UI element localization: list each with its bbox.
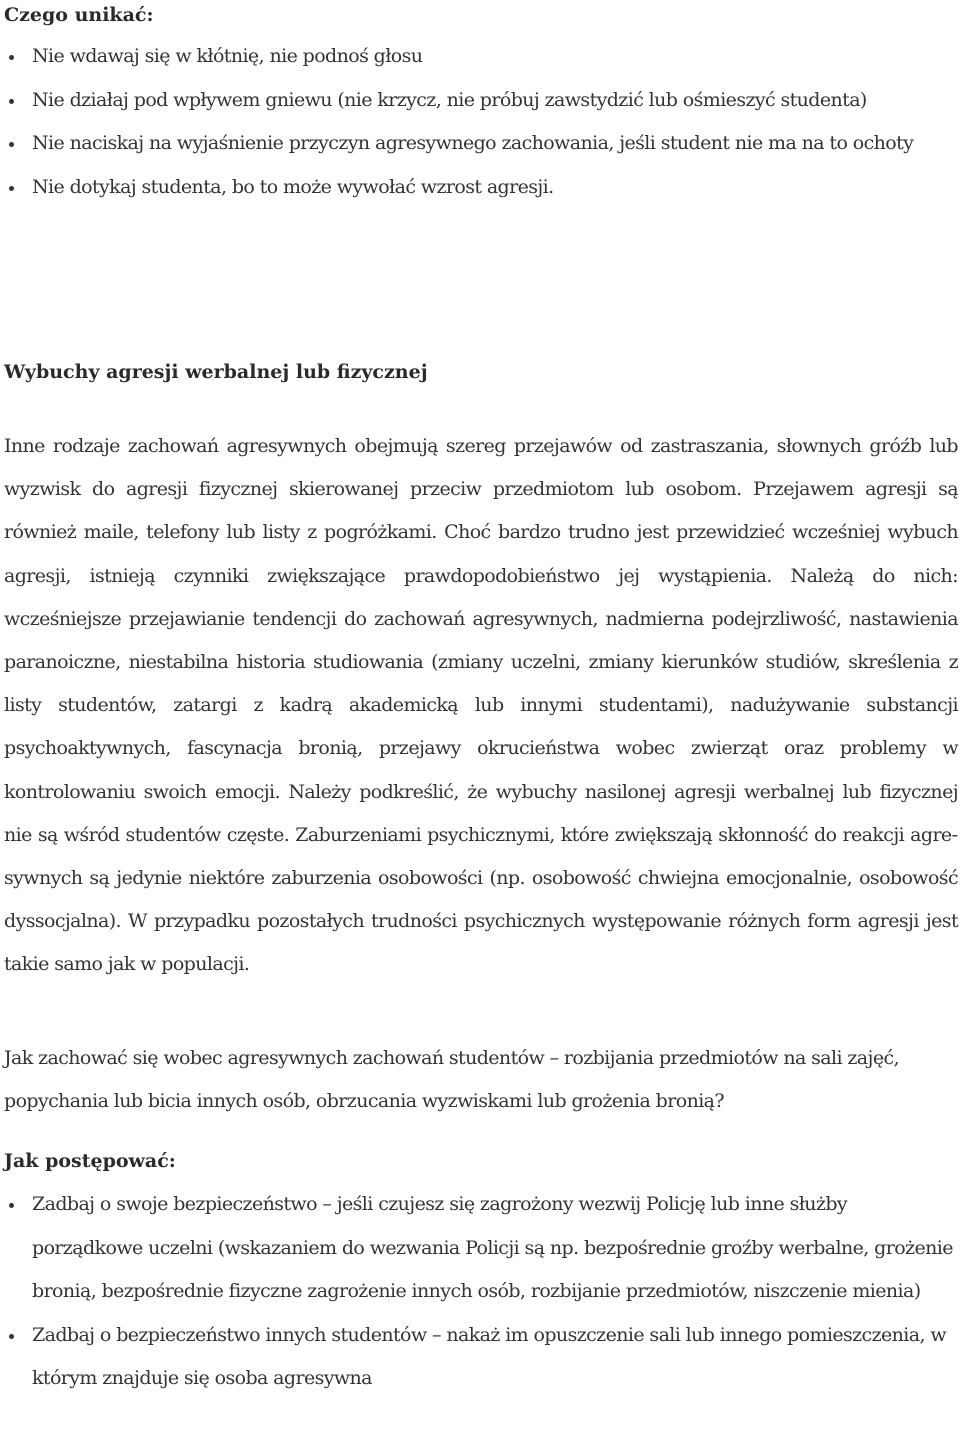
avoid-list	[0, 35, 958, 209]
list-item: Nie wdawaj się w kłótnię, nie podnoś głosu	[0, 35, 958, 79]
list-item: Zadbaj o bezpieczeństwo innych studentów – nakaż im opuszczenie sali lub innego pomieszczenia, w którym znajduje się osoba agresywna	[0, 1314, 958, 1401]
body-paragraph: Inne rodzaje zachowań agresywnych obejmują szereg przejawów od zastraszania, słownych gróźb lub wyzwisk do agresji fizycznej skierowanej przeciw przedmiotom lub osobom. Przejawem agresji są również maile, telefony lub listy z pogróżkami. Choć bardzo trudno jest przewidzieć wcześniej wybuch agresji, istnieją czynniki zwiększające prawdopodobieństwo jej wystąpienia. Należą do nich: wcześniejsze przejawianie tendencji do zachowań agresywnych, nadmierna podejrzliwość, nastawienia paranoiczne, niestabilna historia studiowania (zmiany uczelni, zmiany kierunków studiów, skreślenia z listy studentów, zatargi z kadrą akademicką lub innymi studentami), nadużywanie substancji psychoaktywnych, fascynacja bronią, przejawy okrucieństwa wobec zwierząt oraz problemy w kontrolowaniu swoich emocji. Należy podkreślić, że wybuchy nasilonej agresji werbalnej lub fizycznej nie są wśród studentów częste. Zaburzeniami psychicznymi, które zwiększają skłonność do reakcji agresywnych są jedynie niektóre zaburzenia osobowości (np. osobowość chwiejna emocjonalnie, osobowość dyssocjalna). W przypadku pozostałych trudności psychicznych występowanie różnych form agresji jest takie samo jak w populacji.	[4, 435, 958, 976]
list-item: Zadbaj o swoje bezpieczeństwo – jeśli czujesz się zagrożony wezwij Policję lub inne służby porządkowe uczelni (wskazaniem do wezwania Policji są np. bezpośrednie groźby werbalne, grożenie bronią, bezpośrednie fizyczne zagrożenie innych osób, rozbijanie przedmiotów, niszczenie mienia)	[0, 1183, 958, 1314]
list-item: Nie naciskaj na wyjaśnienie przyczyn agresywnego zachowania, jeśli student nie ma na to ochoty	[0, 122, 958, 166]
howto-list	[0, 1183, 958, 1401]
list-item: Nie dotykaj studenta, bo to może wywołać wzrost agresji.	[0, 166, 958, 210]
section-heading-outbursts: Wybuchy agresji werbalnej lub fizycznej	[4, 361, 428, 383]
body-question: Jak zachować się wobec agresywnych zachowań studentów – rozbijania przedmiotów na sali zajęć, popychania lub bicia innych osób, obrzucania wyzwiskami lub grożenia bronią?	[4, 1047, 899, 1113]
list-item: Nie działaj pod wpływem gniewu (nie krzycz, nie próbuj zawstydzić lub ośmieszyć studenta)	[0, 79, 958, 123]
section-heading-howto: Jak postępować:	[4, 1150, 176, 1172]
section-heading-avoid: Czego unikać:	[4, 4, 154, 26]
